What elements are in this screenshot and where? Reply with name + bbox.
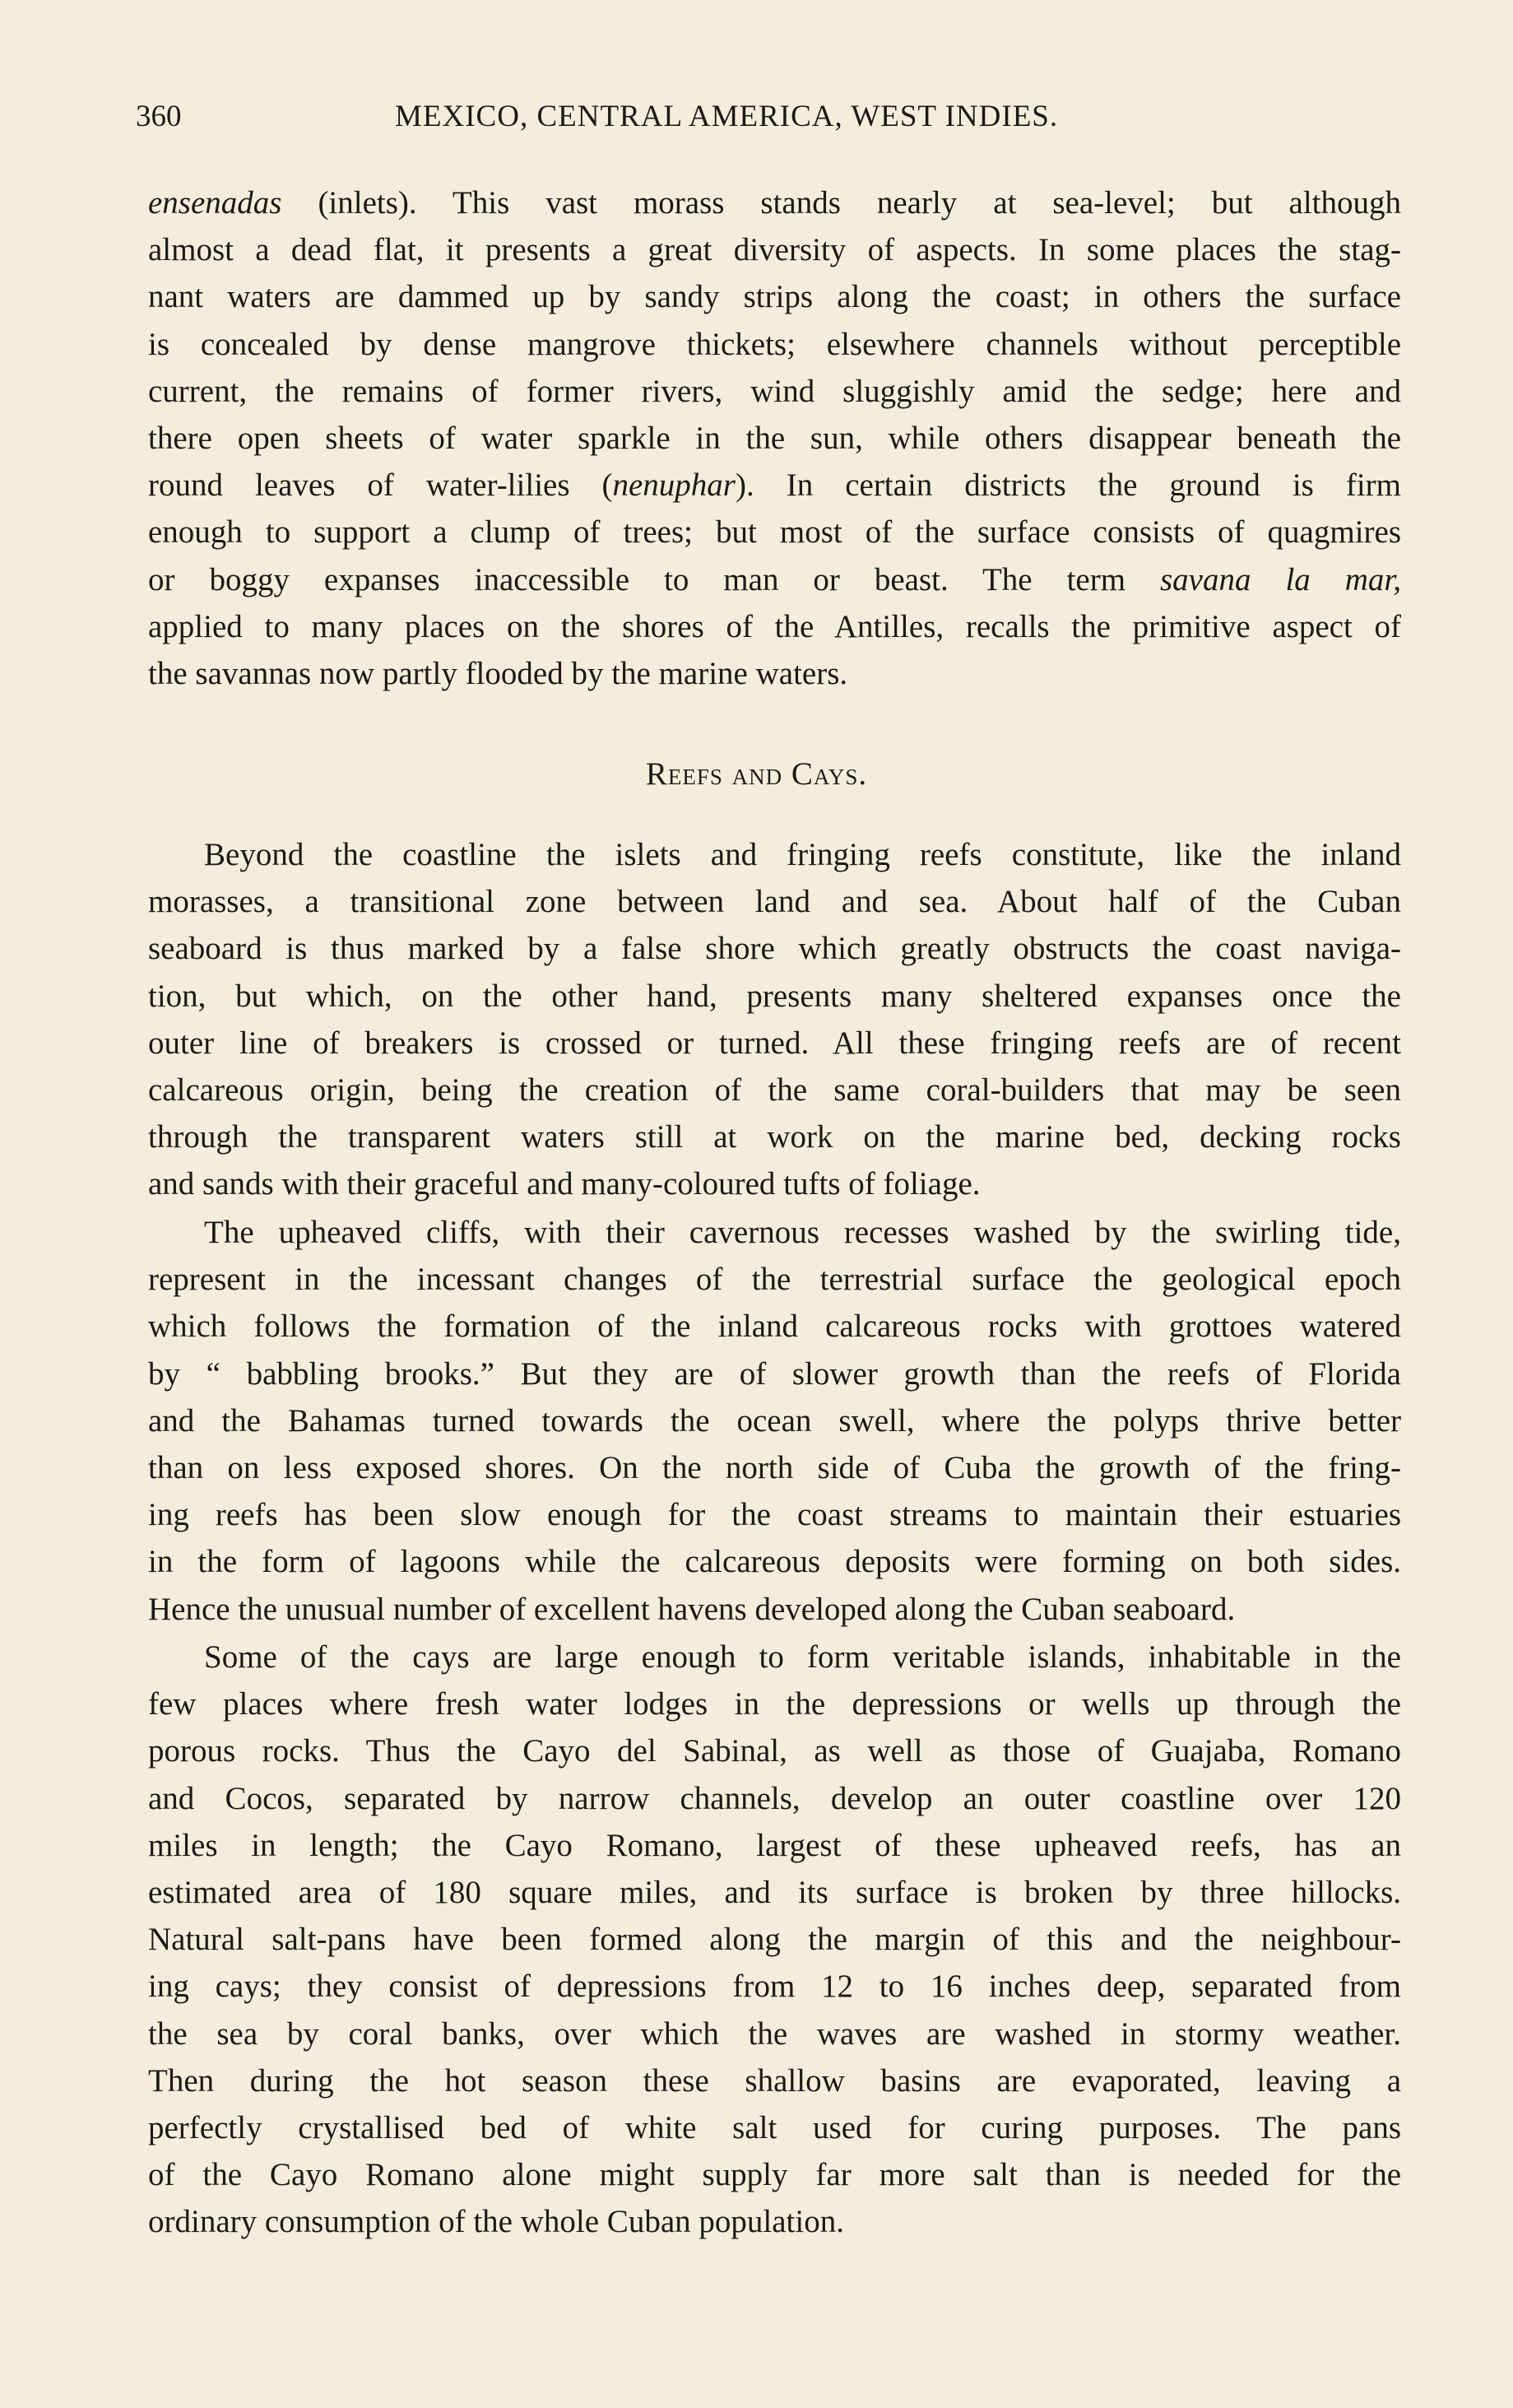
running-head: MEXICO, CENTRAL AMERICA, WEST INDIES.	[395, 100, 1059, 133]
text-line: few places where fresh water lodges in the depressions or wells up through the	[148, 1686, 1401, 1722]
text-line: ordinary consumption of the whole Cuban population.	[148, 2204, 844, 2240]
text-line: ing cays; they consist of depressions from 12 to 16 inches deep, separated from	[148, 1969, 1401, 2005]
text-line: than on less exposed shores. On the north side of Cuba the growth of the fring-	[148, 1449, 1401, 1485]
text-line	[148, 179, 1401, 226]
text-line: perfectly crystallised bed of white salt used for curing purposes. The pans	[148, 2109, 1401, 2145]
text-line: tion, but which, on the other hand, presents many sheltered expanses once the	[148, 978, 1401, 1014]
text-line	[148, 462, 1401, 509]
text-line: miles in length; the Cayo Romano, largest of these upheaved reefs, has an	[148, 1827, 1401, 1863]
italic-term: savana la mar,	[1160, 561, 1401, 597]
text-line: is concealed by dense mangrove thickets; elsewhere channels without perceptible	[148, 326, 1401, 362]
text-line: almost a dead flat, it presents a great diversity of aspects. In some places the stag-	[148, 232, 1401, 268]
text-line: by “ babbling brooks.” But they are of slower growth than the reefs of Florida	[148, 1355, 1401, 1392]
text-line: nant waters are dammed up by sandy strips along the coast; in others the surface	[148, 279, 1401, 315]
text-line: ing reefs has been slow enough for the coast streams to maintain their estuaries	[148, 1497, 1401, 1533]
page-number: 360	[136, 100, 182, 133]
text-line: The upheaved cliffs, with their cavernous recesses washed by the swirling tide,	[204, 1215, 1401, 1250]
text-span: ). In certain districts the ground is firm	[736, 467, 1401, 504]
text-line: which follows the formation of the inland calcareous rocks with grottoes watered	[148, 1309, 1401, 1345]
text-span: round leaves of water-lilies (	[148, 467, 613, 504]
text-line: Some of the cays are large enough to form veritable islands, inhabitable in the	[204, 1639, 1401, 1675]
text-line: outer line of breakers is crossed or turned. All these fringing reefs are of recent	[148, 1025, 1401, 1061]
text-line: in the form of lagoons while the calcareous deposits were forming on both sides.	[148, 1544, 1401, 1580]
text-line	[148, 556, 1401, 603]
italic-term: nenuphar	[612, 467, 736, 504]
paragraph-1	[148, 179, 1401, 697]
italic-term: ensenadas	[148, 185, 282, 221]
text-line: Beyond the coastline the islets and fringing reefs constitute, like the inland	[204, 837, 1401, 872]
text-line: Hence the unusual number of excellent havens developed along the Cuban seaboard.	[148, 1591, 1236, 1627]
text-line: the savannas now partly flooded by the marine waters.	[148, 655, 848, 691]
paragraph-4	[148, 1634, 1401, 2245]
text-line: current, the remains of former rivers, wind sluggishly amid the sedge; here and	[148, 373, 1401, 409]
text-line: enough to support a clump of trees; but most of the surface consists of quagmires	[148, 514, 1401, 551]
text-span: (inlets). This vast morass stands nearly at sea-level; but although	[281, 185, 1401, 221]
paragraph-3	[148, 1209, 1401, 1633]
text-line: and the Bahamas turned towards the ocean swell, where the polyps thrive better	[148, 1402, 1401, 1439]
text-line: estimated area of 180 square miles, and its surface is broken by three hillocks.	[148, 1874, 1401, 1910]
text-line: applied to many places on the shores of the Antilles, recalls the primitive aspect of	[148, 608, 1401, 644]
text-line: and Cocos, separated by narrow channels, develop an outer coastline over 120	[148, 1780, 1401, 1816]
section-heading-text: Reefs and Cays.	[645, 756, 868, 792]
text-line: of the Cayo Romano alone might supply far more salt than is needed for the	[148, 2157, 1401, 2193]
section-heading	[0, 755, 1513, 793]
text-line: there open sheets of water sparkle in the sun, while others disappear beneath the	[148, 420, 1401, 456]
text-line: morasses, a transitional zone between land and sea. About half of the Cuban	[148, 884, 1401, 920]
page-header	[136, 92, 1131, 142]
text-line: seaboard is thus marked by a false shore which greatly obstructs the coast naviga-	[148, 931, 1401, 967]
text-line: the sea by coral banks, over which the waves are washed in stormy weather.	[148, 2015, 1401, 2052]
text-line: represent in the incessant changes of the terrestrial surface the geological epoch	[148, 1262, 1401, 1298]
text-span: or boggy expanses inaccessible to man or beast. The term	[148, 561, 1160, 597]
text-line: calcareous origin, being the creation of the same coral-builders that may be seen	[148, 1072, 1401, 1108]
text-line: through the transparent waters still at work on the marine bed, decking rocks	[148, 1119, 1401, 1155]
text-line: and sands with their graceful and many-coloured tufts of foliage.	[148, 1166, 981, 1202]
paragraph-2	[148, 831, 1401, 1208]
text-line: Natural salt-pans have been formed along the margin of this and the neighbour-	[148, 1922, 1401, 1958]
text-line: porous rocks. Thus the Cayo del Sabinal, as well as those of Guajaba, Romano	[148, 1733, 1401, 1769]
text-line: Then during the hot season these shallow basins are evaporated, leaving a	[148, 2062, 1401, 2099]
